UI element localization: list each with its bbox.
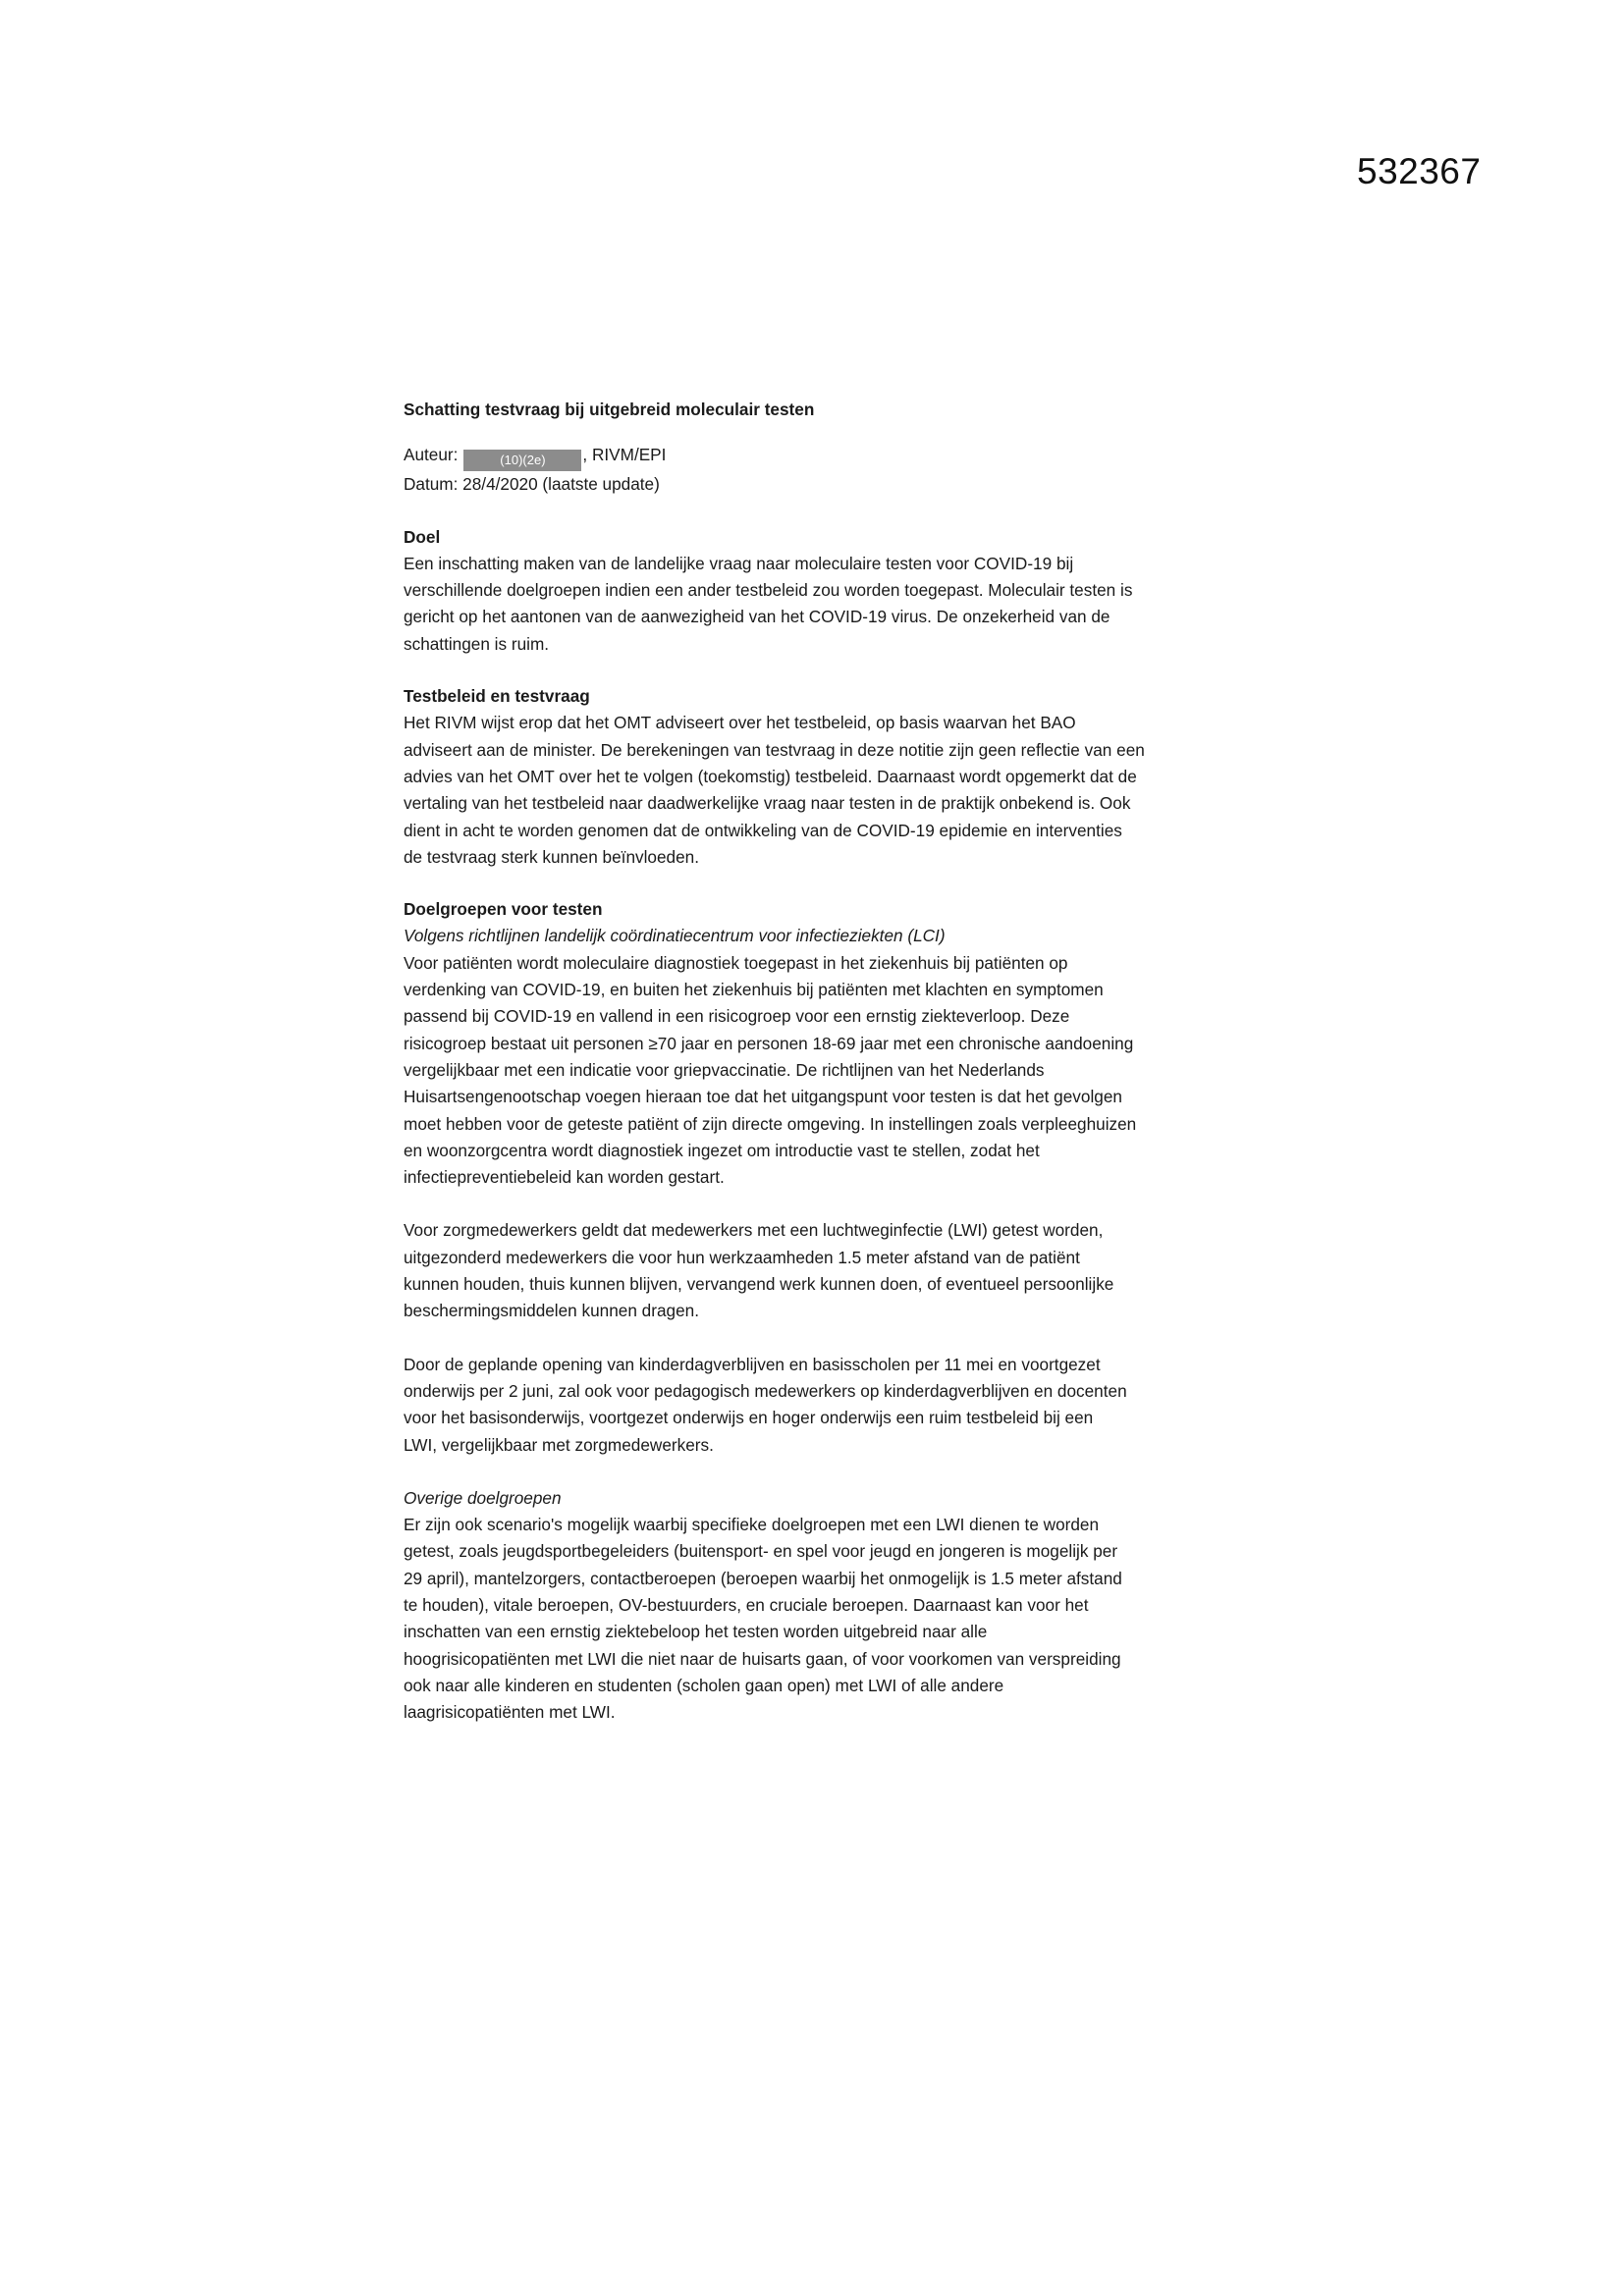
text-line: Voor zorgmedewerkers geldt dat medewerkers met een luchtweginfectie (LWI) getest worden,	[404, 1220, 1104, 1241]
document-title: Schatting testvraag bij uitgebreid moleculair testen	[404, 400, 815, 419]
text-line: adviseert aan de minister. De berekeningen van testvraag in deze notitie zijn geen reflectie van een	[404, 739, 1145, 760]
redaction-box: (10)(2e)	[463, 450, 581, 471]
section-heading-doelgroepen: Doelgroepen voor testen	[404, 899, 603, 920]
text-line: vergelijkbaar met een indicatie voor griepvaccinatie. De richtlijnen van het Nederlands	[404, 1059, 1045, 1080]
text-line: passend bij COVID-19 en vallend in een risicogroep voor een ernstig ziekteverloop. Deze	[404, 1006, 1070, 1027]
text-line: en woonzorgcentra wordt diagnostiek ingezet om introductie vast te stellen, zodat het	[404, 1140, 1040, 1160]
paragraph-doel	[404, 551, 1228, 658]
text-line: schattingen is ruim.	[404, 633, 550, 654]
document-body	[404, 397, 1228, 1726]
text-line: laagrisicopatiënten met LWI.	[404, 1702, 616, 1723]
text-line: getest, zoals jeugdsportbegeleiders (buitensport- en spel voor jeugd en jongeren is mogelijk per	[404, 1541, 1118, 1562]
paragraph-zorgmedewerkers	[404, 1217, 1228, 1324]
date-line: Datum: 28/4/2020 (laatste update)	[404, 474, 660, 495]
author-label: Auteur:	[404, 445, 459, 465]
text-line: ook naar alle kinderen en studenten (scholen gaan open) met LWI of alle andere	[404, 1675, 1004, 1695]
section-heading-testbeleid: Testbeleid en testvraag	[404, 686, 590, 707]
paragraph-overige	[404, 1512, 1228, 1726]
paragraph-patienten	[404, 950, 1228, 1192]
text-line: beschermingsmiddelen kunnen dragen.	[404, 1301, 699, 1321]
text-line: Er zijn ook scenario's mogelijk waarbij specifieke doelgroepen met een LWI dienen te worden	[404, 1515, 1100, 1535]
text-line: Door de geplande opening van kinderdagverblijven en basisscholen per 11 mei en voortgezet	[404, 1354, 1101, 1374]
text-line: voor het basisonderwijs, voortgezet onderwijs en hoger onderwijs een ruim testbeleid bij een	[404, 1408, 1094, 1428]
page-number: 532367	[1357, 151, 1482, 191]
text-line: LWI, vergelijkbaar met zorgmedewerkers.	[404, 1434, 714, 1455]
text-line: inschatten van een ernstig ziektebeloop het testen worden uitgebreid naar alle	[404, 1622, 988, 1642]
text-line: uitgezonderd medewerkers die voor hun werkzaamheden 1.5 meter afstand van de patiënt	[404, 1247, 1080, 1267]
text-line: te houden), vitale beroepen, OV-bestuurders, en cruciale beroepen. Daarnaast kan voor het	[404, 1594, 1089, 1615]
text-line: verschillende doelgroepen indien een ander testbeleid zou worden toegepast. Moleculair testen is	[404, 580, 1133, 601]
author-organization: , RIVM/EPI	[582, 445, 667, 465]
text-line: verdenking van COVID-19, en buiten het ziekenhuis bij patiënten met klachten en symptomen	[404, 980, 1104, 1000]
text-line: infectiepreventiebeleid kan worden gestart.	[404, 1167, 725, 1188]
subheading-overige-doelgroepen: Overige doelgroepen	[404, 1487, 562, 1508]
text-line: Het RIVM wijst erop dat het OMT adviseert over het testbeleid, op basis waarvan het BAO	[404, 713, 1076, 733]
text-line: advies van het OMT over het te volgen (toekomstig) testbeleid. Daarnaast wordt opgemerkt dat de	[404, 766, 1137, 786]
section-heading-doel: Doel	[404, 526, 441, 547]
text-line: gericht op het aantonen van de aanwezigheid van het COVID-19 virus. De onzekerheid van de	[404, 607, 1110, 627]
text-line: onderwijs per 2 juni, zal ook voor pedagogisch medewerkers op kinderdagverblijven en docenten	[404, 1380, 1127, 1401]
text-line: kunnen houden, thuis kunnen blijven, vervangend werk kunnen doen, of eventueel persoonlijke	[404, 1274, 1114, 1295]
text-line: de testvraag sterk kunnen beïnvloeden.	[404, 846, 699, 867]
paragraph-onderwijs	[404, 1352, 1228, 1459]
subheading-lci: Volgens richtlijnen landelijk coördinatiecentrum voor infectieziekten (LCI)	[404, 926, 946, 946]
author-line	[404, 442, 1228, 471]
text-line: risicogroep bestaat uit personen ≥70 jaar en personen 18-69 jaar met een chronische aandoening	[404, 1033, 1134, 1053]
paragraph-testbeleid	[404, 710, 1228, 871]
text-line: dient in acht te worden genomen dat de ontwikkeling van de COVID-19 epidemie en interventies	[404, 820, 1122, 840]
text-line: hoogrisicopatiënten met LWI die niet naar de huisarts gaan, of voor voorkomen van verspreiding	[404, 1648, 1121, 1669]
text-line: vertaling van het testbeleid naar daadwerkelijke vraag naar testen in de praktijk onbekend is. Ook	[404, 793, 1131, 814]
text-line: Voor patiënten wordt moleculaire diagnostiek toegepast in het ziekenhuis bij patiënten op	[404, 952, 1068, 973]
text-line: Een inschatting maken van de landelijke vraag naar moleculaire testen voor COVID-19 bij	[404, 553, 1074, 573]
text-line: Huisartsengenootschap voegen hieraan toe dat het uitgangspunt voor testen is dat het gevolgen	[404, 1087, 1122, 1107]
text-line: 29 april), mantelzorgers, contactberoepen (beroepen waarbij het onmogelijk is 1.5 meter afstand	[404, 1568, 1122, 1588]
text-line: moet hebben voor de geteste patiënt of zijn directe omgeving. In instellingen zoals verpleeghuizen	[404, 1113, 1137, 1134]
